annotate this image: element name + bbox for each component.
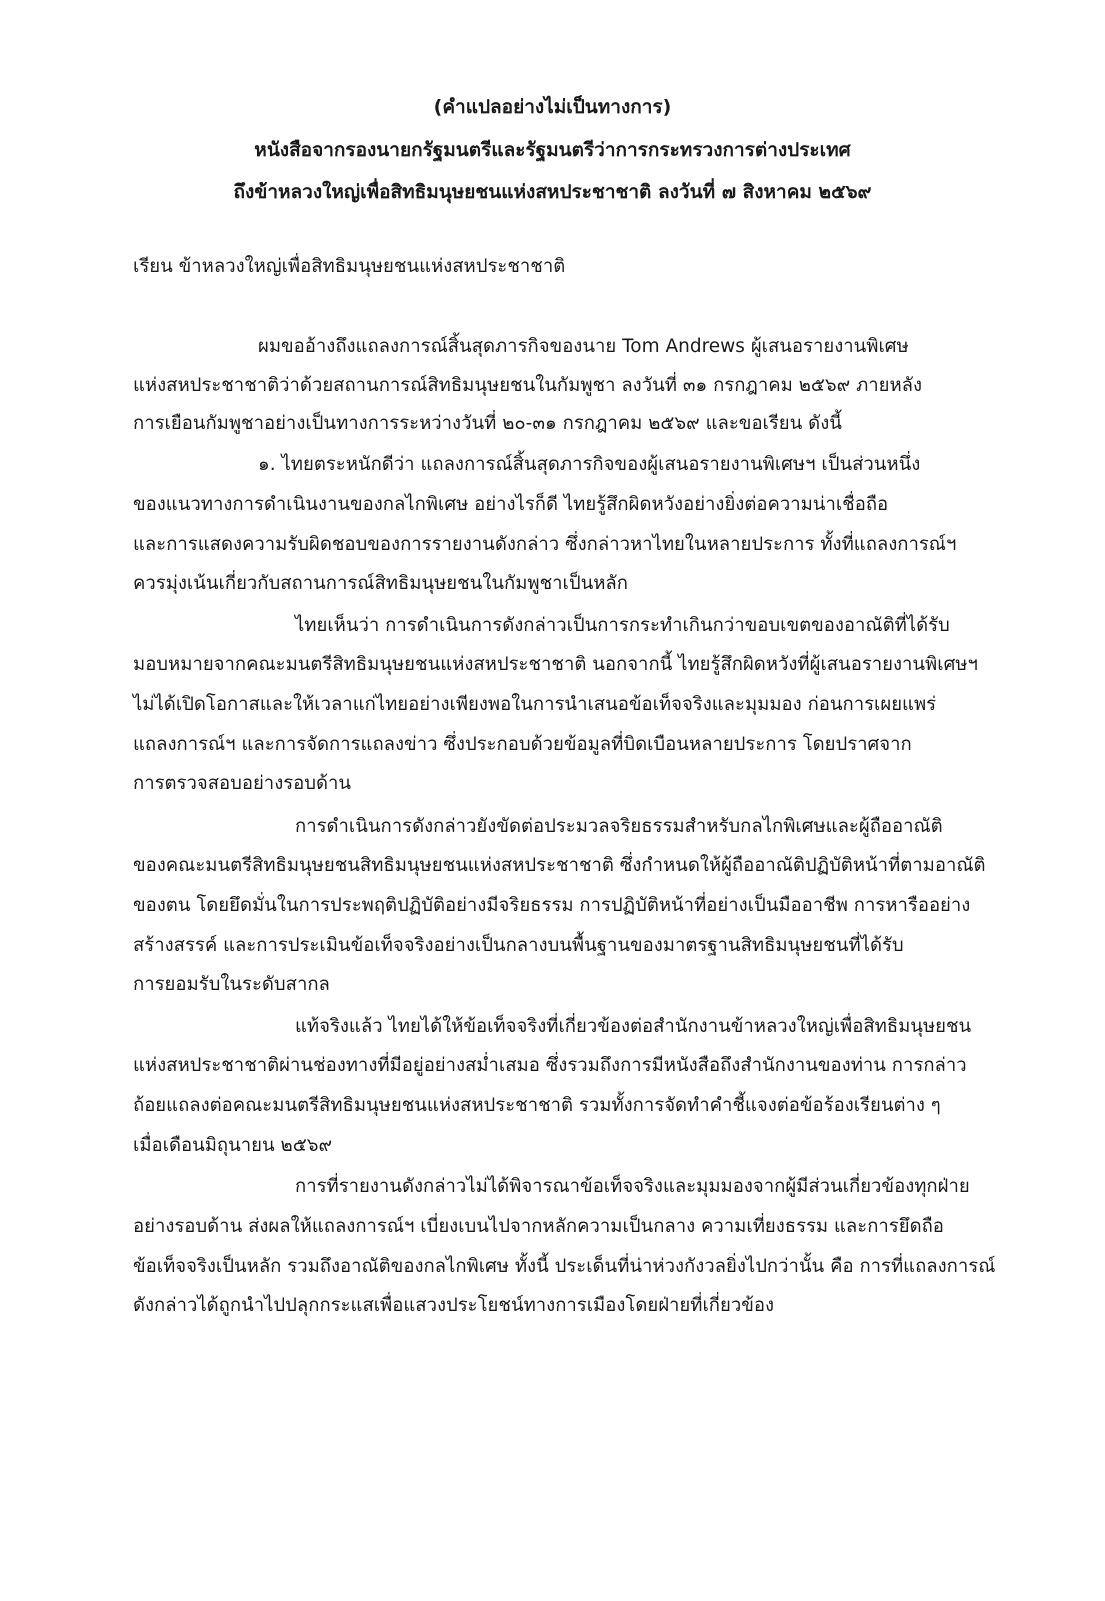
- body-line: ถ้อยแถลงต่อคณะมนตรีสิทธิมนุษยชนแห่งสหประชาชาติ รวมทั้งการจัดทำคำชี้แจงต่อข้อร้องเรียนต่าง ๆ: [133, 1095, 941, 1116]
- body-line: ไทยเห็นว่า การดำเนินการดังกล่าวเป็นการกระทำเกินกว่าขอบเขตของอาณัติที่ได้รับ: [295, 615, 950, 636]
- body-line: ของตน โดยยึดมั่นในการประพฤติปฏิบัติอย่างมีจริยธรรม การปฏิบัติหน้าที่อย่างเป็นมืออาชีพ การหารืออย่าง: [133, 895, 971, 916]
- salutation: เรียน ข้าหลวงใหญ่เพื่อสิทธิมนุษยชนแห่งสหประชาชาติ: [133, 256, 566, 277]
- body-line: การเยือนกัมพูชาอย่างเป็นทางการระหว่างวันที่ ๒๐-๓๑ กรกฎาคม ๒๕๖๙ และขอเรียน ดังนี้: [133, 413, 842, 434]
- body-line: สร้างสรรค์ และการประเมินข้อเท็จจริงอย่างเป็นกลางบนพื้นฐานของมาตรฐานสิทธิมนุษยชนที่ได้รับ: [133, 935, 904, 956]
- body-line: ของคณะมนตรีสิทธิมนุษยชนสิทธิมนุษยชนแห่งสหประชาชาติ ซึ่งกำหนดให้ผู้ถืออาณัติปฏิบัติหน้าที่ตามอาณัติ: [133, 855, 986, 876]
- body-line: และการแสดงความรับผิดชอบของการรายงานดังกล่าว ซึ่งกล่าวหาไทยในหลายประการ ทั้งที่แถลงการณ์ฯ: [133, 534, 957, 555]
- body-line: การตรวจสอบอย่างรอบด้าน: [133, 773, 352, 794]
- document-note-heading: (คำแปลอย่างไม่เป็นทางการ): [433, 96, 672, 118]
- body-line: อย่างรอบด้าน ส่งผลให้แถลงการณ์ฯ เบี่ยงเบนไปจากหลักความเป็นกลาง ความเที่ยงธรรม และการยึดถือ: [133, 1216, 944, 1237]
- body-line: แท้จริงแล้ว ไทยได้ให้ข้อเท็จจริงที่เกี่ยวข้องต่อสำนักงานข้าหลวงใหญ่เพื่อสิทธิมนุษยชน: [295, 1016, 972, 1037]
- body-line: แถลงการณ์ฯ และการจัดการแถลงข่าว ซึ่งประกอบด้วยข้อมูลที่บิดเบือนหลายประการ โดยปราศจาก: [133, 734, 912, 755]
- body-line: ข้อเท็จจริงเป็นหลัก รวมถึงอาณัติของกลไกพิเศษ ทั้งนี้ ประเด็นที่น่าห่วงกังวลยิ่งไปกว่านั้น คือ การที่แถลงการณ์: [133, 1256, 996, 1277]
- body-line: ๑. ไทยตระหนักดีว่า แถลงการณ์สิ้นสุดภารกิจของผู้เสนอรายงานพิเศษฯ เป็นส่วนหนึ่ง: [258, 454, 921, 475]
- body-line: ดังกล่าวได้ถูกนำไปปลุกกระแสเพื่อแสวงประโยชน์ทางการเมืองโดยฝ่ายที่เกี่ยวข้อง: [133, 1295, 774, 1316]
- body-line: การยอมรับในระดับสากล: [133, 974, 330, 995]
- document-title: หนังสือจากรองนายกรัฐมนตรีและรัฐมนตรีว่าการกระทรวงการต่างประเทศ: [254, 139, 851, 161]
- body-line: การที่รายงานดังกล่าวไม่ได้พิจารณาข้อเท็จจริงและมุมมองจากผู้มีส่วนเกี่ยวข้องทุกฝ่าย: [295, 1176, 970, 1197]
- body-line: แห่งสหประชาชาติว่าด้วยสถานการณ์สิทธิมนุษยชนในกัมพูชา ลงวันที่ ๓๑ กรกฎาคม ๒๕๖๙ ภายหลัง: [133, 375, 923, 396]
- body-line: ของแนวทางการดำเนินงานของกลไกพิเศษ อย่างไรก็ดี ไทยรู้สึกผิดหวังอย่างยิ่งต่อความน่าเชื่อถือ: [133, 494, 889, 515]
- body-line: ควรมุ่งเน้นเกี่ยวกับสถานการณ์สิทธิมนุษยชนในกัมพูชาเป็นหลัก: [133, 573, 628, 594]
- body-line: การดำเนินการดังกล่าวยังขัดต่อประมวลจริยธรรมสำหรับกลไกพิเศษและผู้ถืออาณัติ: [295, 816, 943, 837]
- document-subtitle: ถึงข้าหลวงใหญ่เพื่อสิทธิมนุษยชนแห่งสหประชาชาติ ลงวันที่ ๗ สิงหาคม ๒๕๖๙: [233, 181, 872, 203]
- body-line: มอบหมายจากคณะมนตรีสิทธิมนุษยชนแห่งสหประชาชาติ นอกจากนี้ ไทยรู้สึกผิดหวังที่ผู้เสนอรายงานพิเศษฯ: [133, 654, 978, 675]
- body-line: แห่งสหประชาชาติผ่านช่องทางที่มีอยู่อย่างสม่ำเสมอ ซึ่งรวมถึงการมีหนังสือถึงสำนักงานของท่าน การกล่าว: [133, 1055, 967, 1076]
- body-line: ไม่ได้เปิดโอกาสและให้เวลาแก่ไทยอย่างเพียงพอในการนำเสนอข้อเท็จจริงและมุมมอง ก่อนการเผยแพร่: [133, 694, 937, 715]
- body-line: เมื่อเดือนมิถุนายน ๒๕๖๙: [133, 1135, 333, 1156]
- body-line: ผมขออ้างถึงแถลงการณ์สิ้นสุดภารกิจของนาย Tom Andrews ผู้เสนอรายงานพิเศษ: [258, 336, 909, 357]
